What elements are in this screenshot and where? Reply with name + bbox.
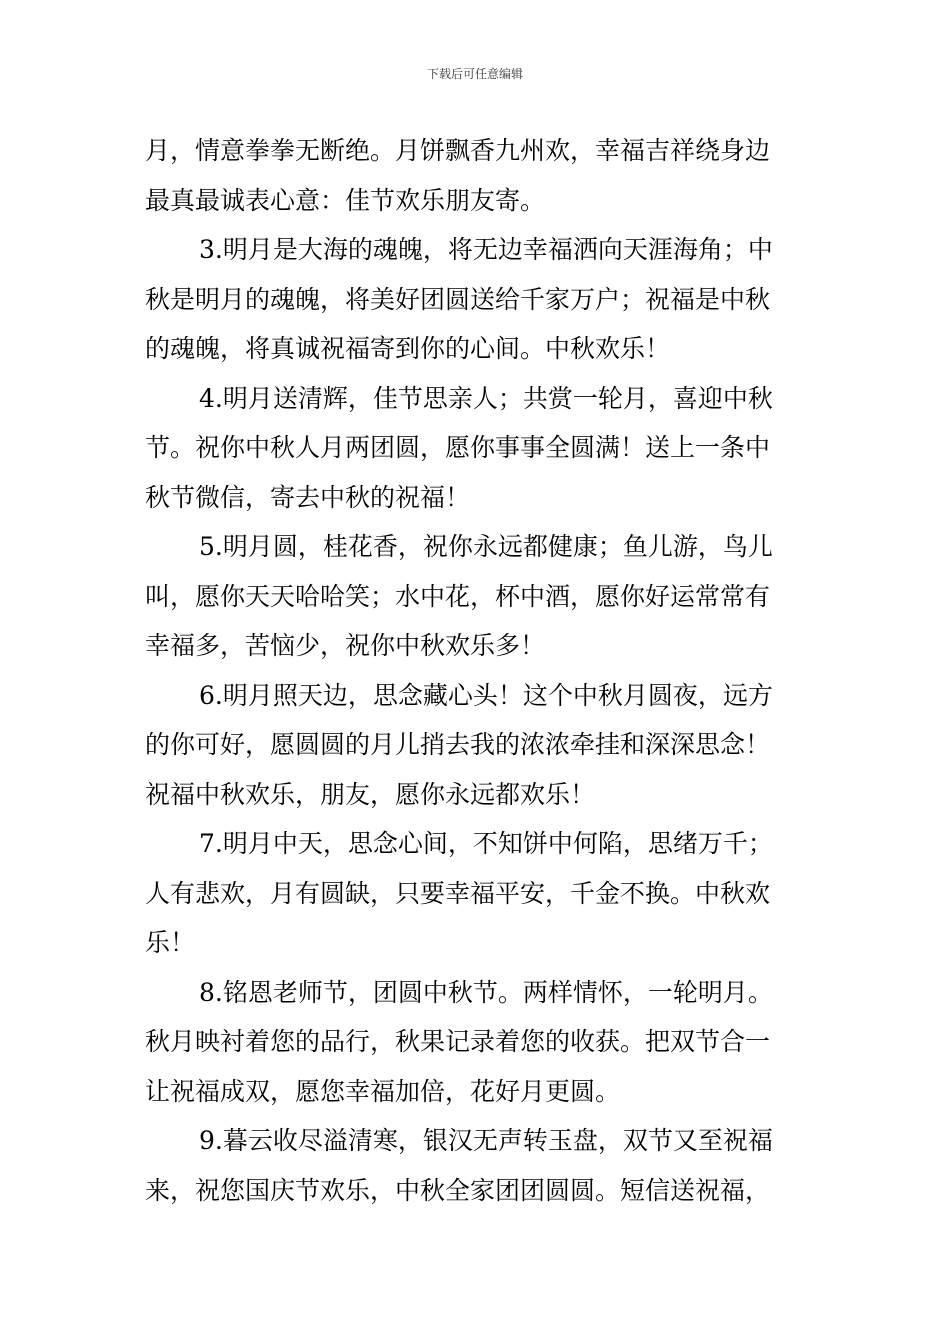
text-line: 秋是明月的魂魄，将美好团圆送给千家万户；祝福是中秋 (145, 284, 771, 314)
text-line: 最真最诚表心意：佳节欢乐朋友寄。 (145, 185, 546, 215)
text-line: 叫，愿你天天哈哈笑；水中花，杯中酒，愿你好运常常有 (145, 581, 771, 611)
text-line: 人有悲欢，月有圆缺，只要幸福平安，千金不换。中秋欢 (145, 878, 771, 908)
paragraph-start-line: 7.明月中天，思念心间，不知饼中何陷，思绪万千； (199, 829, 773, 858)
paragraph-start-line: 5.明月圆，桂花香，祝你永远都健康；鱼儿游，鸟儿 (199, 532, 773, 561)
text-line: 乐！ (145, 928, 196, 957)
text-line: 来，祝您国庆节欢乐，中秋全家团团圆圆。短信送祝福， (145, 1175, 771, 1205)
paragraph-start-line: 3.明月是大海的魂魄，将无边幸福洒向天涯海角；中 (199, 235, 773, 264)
document-body (145, 126, 807, 1215)
paragraph-start-line: 9.暮云收尽溢清寒，银汉无声转玉盘，双节又至祝福 (199, 1126, 773, 1155)
text-line: 幸福多，苦恼少，祝你中秋欢乐多！ (145, 631, 546, 660)
text-line: 让祝福成双，愿您幸福加倍，花好月更圆。 (145, 1076, 621, 1106)
text-line: 的魂魄，将真诚祝福寄到你的心间。中秋欢乐！ (145, 334, 671, 363)
text-line: 秋月映衬着您的品行，秋果记录着您的收获。把双节合一 (145, 1027, 771, 1056)
paragraph-start-line: 8.铭恩老师节，团圆中秋节。两样情怀，一轮明月。 (199, 977, 773, 1007)
text-line: 月，情意拳拳无断绝。月饼飘香九州欢，幸福吉祥绕身边 (145, 136, 771, 165)
page-header: 下载后可任意编辑 (426, 67, 523, 81)
text-line: 秋节微信，寄去中秋的祝福！ (145, 482, 471, 512)
paragraph-start-line: 6.明月照天边，思念藏心头！这个中秋月圆夜，远方 (199, 680, 773, 710)
text-line: 节。祝你中秋人月两团圆，愿你事事全圆满！送上一条中 (145, 433, 771, 462)
text-line: 的你可好，愿圆圆的月儿捎去我的浓浓牵挂和深深思念！ (145, 730, 771, 759)
text-line: 祝福中秋欢乐，朋友，愿你永远都欢乐！ (145, 779, 596, 809)
paragraph-start-line: 4.明月送清辉，佳节思亲人；共赏一轮月，喜迎中秋 (199, 383, 773, 413)
